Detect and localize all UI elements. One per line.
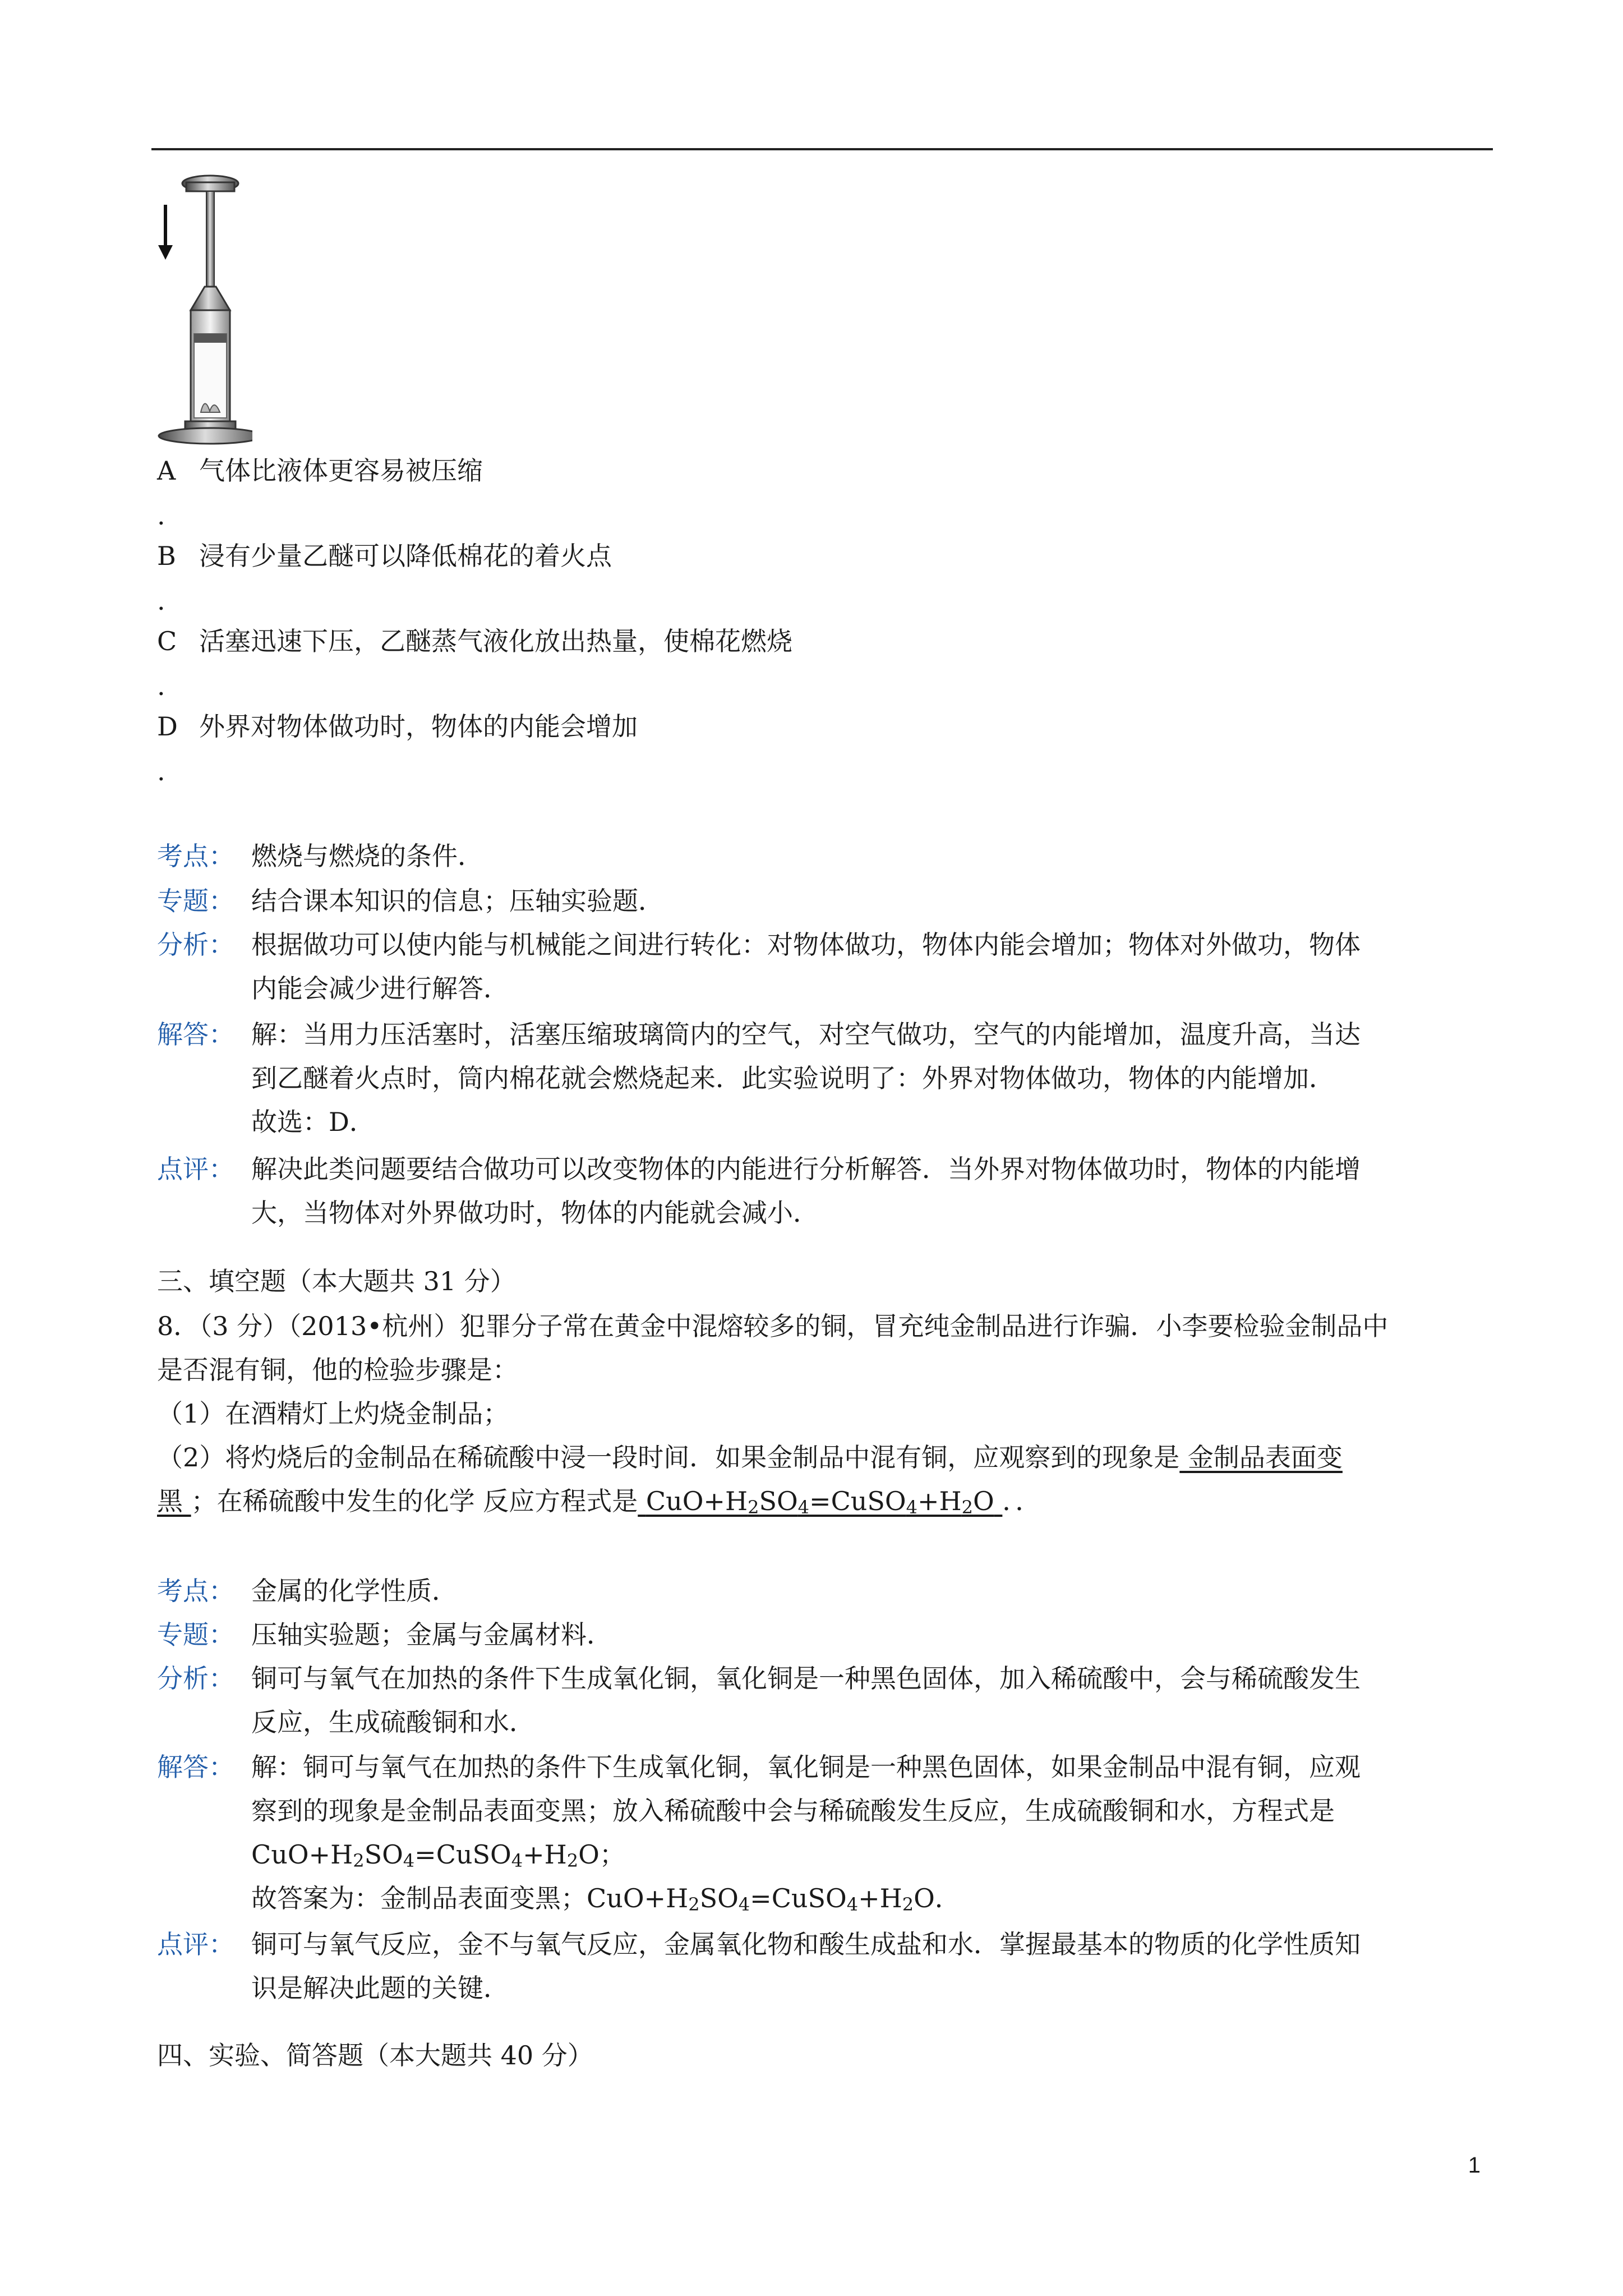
fenxi-label: 分析： <box>157 1663 234 1694</box>
zhuanti-text: 结合课本知识的信息；压轴实验题． <box>251 886 664 916</box>
jieda-label: 解答： <box>157 1019 234 1050</box>
q8-step-1: （1）在酒精灯上灼烧金制品； <box>157 1398 509 1429</box>
q8-stem-line-1: 8．（3 分）（2013•杭州）犯罪分子常在黄金中混熔较多的铜，冒充纯金制品进行诈骗．小李要检验金制品中 <box>157 1311 1389 1341</box>
option-letter: B <box>157 541 176 571</box>
answer-blank-2: $CuO+H_2SO_4=CuSO_4+H_2O$ <box>645 1486 994 1518</box>
base-stand <box>159 421 252 444</box>
answer-blank-1-cont: 黑 <box>157 1486 191 1516</box>
section-3-title: 三、填空题（本大题共 31 分） <box>157 1266 516 1296</box>
option-dot: . <box>157 756 165 786</box>
jieda-text: 解：当用力压活塞时，活塞压缩玻璃筒内的空气，对空气做功，空气的内能增加，温度升高，当达 到乙醚着火点时，筒内棉花就会燃烧起来．此实验说明了：外界对物体做功，物体的内能增加． 故选：D． <box>251 1019 1361 1137</box>
fenxi-label: 分析： <box>157 930 234 960</box>
dianping-label: 点评： <box>157 1929 234 1959</box>
section-4-title: 四、实验、简答题（本大题共 40 分） <box>157 2040 593 2070</box>
zhuanti-label: 专题： <box>157 1619 234 1650</box>
option-text: 浸有少量乙醚可以降低棉花的着火点 <box>199 541 612 571</box>
kaodian-label: 考点： <box>157 1576 234 1606</box>
kaodian-label: 考点： <box>157 841 234 871</box>
answer-line: 故答案为：金制品表面变黑；$CuO+H_2SO_4=CuSO_4+H_2O$． <box>251 1883 961 1915</box>
kaodian-text: 金属的化学性质． <box>251 1576 458 1606</box>
jieda-label: 解答： <box>157 1752 234 1782</box>
down-arrow-icon <box>158 205 173 260</box>
zhuanti-text: 压轴实验题；金属与金属材料． <box>251 1619 612 1650</box>
dianping-label: 点评： <box>157 1154 234 1184</box>
answer-blank-1: 金制品表面变 <box>1179 1442 1343 1473</box>
option-letter: A <box>157 455 176 486</box>
option-dot: . <box>157 671 165 701</box>
option-text: 外界对物体做功时，物体的内能会增加 <box>199 711 638 742</box>
kaodian-text: 燃烧与燃烧的条件． <box>251 841 483 871</box>
option-text: 活塞迅速下压，乙醚蒸气液化放出热量，使棉花燃烧 <box>199 626 792 656</box>
glass-cylinder <box>191 287 230 422</box>
equation-line: $CuO+H_2SO_4=CuSO_4+H_2O$； <box>251 1839 625 1871</box>
q8-stem-line-2: 是否混有铜，他的检验步骤是： <box>157 1355 518 1385</box>
header-rule <box>151 148 1493 150</box>
dianping-text: 解决此类问题要结合做功可以改变物体的内能进行分析解答．当外界对物体做功时，物体的内能增 大，当物体对外界做功时，物体的内能就会减小． <box>251 1154 1361 1228</box>
option-letter: D <box>157 711 178 742</box>
q8-step-2-line-2: 黑 ；在稀硫酸中发生的化学 反应方程式是 $CuO+H_2SO_4=CuSO_4+H_2O$ ．． <box>157 1486 1041 1518</box>
piston-plunger <box>182 176 238 287</box>
q8-step-2-line-1: （2）将灼烧后的金制品在稀硫酸中浸一段时间．如果金制品中混有铜，应观察到的现象是 金制品表面变 <box>157 1442 1343 1473</box>
option-dot: . <box>157 500 165 531</box>
option-letter: C <box>157 626 177 656</box>
piston-cylinder-figure <box>151 165 252 446</box>
zhuanti-label: 专题： <box>157 886 234 916</box>
fenxi-text: 根据做功可以使内能与机械能之间进行转化：对物体做功，物体内能会增加；物体对外做功，物体 内能会减少进行解答． <box>251 930 1361 1004</box>
jieda-text: 解：铜可与氧气在加热的条件下生成氧化铜，氧化铜是一种黑色固体，如果金制品中混有铜，应观 察到的现象是金制品表面变黑；放入稀硫酸中会与稀硫酸发生反应，生成硫酸铜和水，方程式是 $CuO+H_2SO_4=CuSO_4+H_2O$； 故答案为：金制品表面变黑；$CuO+H_2SO_4=CuSO_4+H_2O$． <box>251 1745 1485 1920</box>
option-dot: . <box>157 586 165 616</box>
page-number: 1 <box>1468 2153 1481 2178</box>
dianping-text: 铜可与氧气反应，金不与氧气反应，金属氧化物和酸生成盐和水．掌握最基本的物质的化学性质知 识是解决此题的关键． <box>251 1929 1361 2003</box>
fenxi-text: 铜可与氧气在加热的条件下生成氧化铜，氧化铜是一种黑色固体，加入稀硫酸中，会与稀硫酸发生 反应，生成硫酸铜和水． <box>251 1663 1361 1737</box>
option-text: 气体比液体更容易被压缩 <box>199 455 483 486</box>
